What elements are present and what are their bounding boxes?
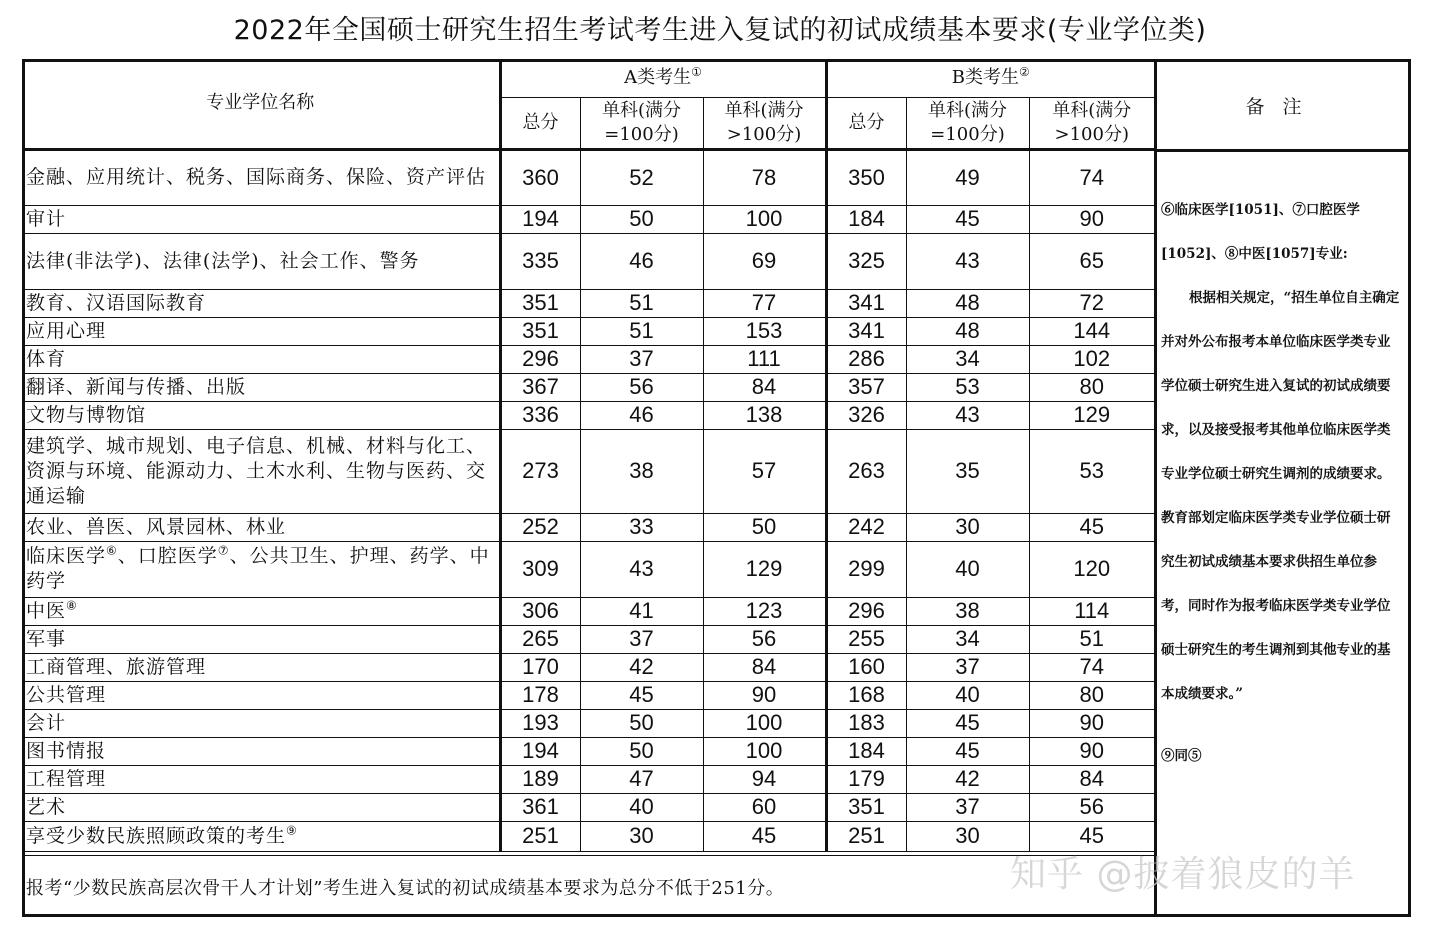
cell-b-single-100: 37 xyxy=(906,653,1029,681)
cell-a-single-100: 56 xyxy=(580,373,703,401)
cell-a-single-100: 41 xyxy=(580,597,703,625)
row-name-text: 享受少数民族照顾政策的考生 xyxy=(26,824,287,847)
cell-b-total: 326 xyxy=(826,401,906,429)
header-a-total: 总分 xyxy=(500,97,580,149)
cell-a-single-gt100: 84 xyxy=(703,653,826,681)
cell-b-total: 255 xyxy=(826,625,906,653)
table-row xyxy=(22,317,1154,345)
header-a-single-100-l2: =100分) xyxy=(604,123,679,145)
row-name-text: 法律(非法学)、法律(法学)、社会工作、警务 xyxy=(26,249,420,272)
row-name-text: 图书情报 xyxy=(26,739,107,762)
cell-b-single-gt100: 45 xyxy=(1029,821,1154,851)
row-name-text: 工程管理 xyxy=(26,767,107,790)
cell-b-total: 341 xyxy=(826,317,906,345)
cell-a-total: 193 xyxy=(500,709,580,737)
cell-a-single-100: 33 xyxy=(580,513,703,541)
page-title: 2022年全国硕士研究生招生考试考生进入复试的初试成绩基本要求(专业学位类) xyxy=(233,15,1207,46)
cell-a-single-gt100: 69 xyxy=(703,233,826,289)
cell-b-single-gt100: 80 xyxy=(1029,373,1154,401)
cell-b-total: 263 xyxy=(826,429,906,513)
cell-b-total: 184 xyxy=(826,737,906,765)
cell-a-total: 335 xyxy=(500,233,580,289)
cell-b-single-gt100: 144 xyxy=(1029,317,1154,345)
row-name xyxy=(22,513,500,541)
row-name xyxy=(22,233,500,289)
cell-b-single-100: 37 xyxy=(906,793,1029,821)
notes-body xyxy=(1157,152,1408,778)
cell-a-total: 194 xyxy=(500,205,580,233)
cell-a-total: 252 xyxy=(500,513,580,541)
cell-a-single-gt100: 56 xyxy=(703,625,826,653)
header-b-single-100-l2: =100分) xyxy=(930,123,1005,145)
table-row xyxy=(22,737,1154,765)
row-name-mark: ⑧ xyxy=(66,598,78,613)
row-name-text: 军事 xyxy=(26,627,67,650)
cell-b-single-100: 38 xyxy=(906,597,1029,625)
cell-a-single-gt100: 60 xyxy=(703,793,826,821)
row-name-text: 文物与博物馆 xyxy=(26,403,147,426)
row-name xyxy=(22,429,500,513)
table-row xyxy=(22,709,1154,737)
cell-b-total: 296 xyxy=(826,597,906,625)
cell-a-total: 178 xyxy=(500,681,580,709)
header-b-single-100 xyxy=(906,97,1029,149)
cell-a-single-gt100: 84 xyxy=(703,373,826,401)
row-name-mark: ⑦ xyxy=(217,543,230,558)
cell-a-single-gt100: 100 xyxy=(703,205,826,233)
row-name xyxy=(22,149,500,205)
cell-b-single-100: 45 xyxy=(906,709,1029,737)
cell-b-single-100: 45 xyxy=(906,205,1029,233)
cell-a-single-gt100: 77 xyxy=(703,289,826,317)
cell-b-single-gt100: 114 xyxy=(1029,597,1154,625)
cell-b-single-100: 45 xyxy=(906,737,1029,765)
header-b-total: 总分 xyxy=(826,97,906,149)
header-name: 专业学位名称 xyxy=(22,59,500,149)
row-name-text: 中医 xyxy=(26,599,67,622)
table-row xyxy=(22,373,1154,401)
cell-a-single-gt100: 94 xyxy=(703,765,826,793)
cell-b-single-100: 30 xyxy=(906,821,1029,851)
table-row xyxy=(22,289,1154,317)
row-name-text: 建筑学、城市规划、电子信息、机械、材料与化工、资源与环境、能源动力、土木水利、生物与医药、交通运输 xyxy=(26,434,487,507)
cell-b-single-gt100: 51 xyxy=(1029,625,1154,653)
cell-a-single-gt100: 100 xyxy=(703,709,826,737)
cell-a-single-100: 40 xyxy=(580,793,703,821)
header-a-single-100 xyxy=(580,97,703,149)
cell-a-single-gt100: 100 xyxy=(703,737,826,765)
row-name xyxy=(22,821,500,851)
header-a-single-100-l1: 单科(满分 xyxy=(601,99,682,121)
table-row xyxy=(22,513,1154,541)
row-name xyxy=(22,793,500,821)
cell-b-single-gt100: 65 xyxy=(1029,233,1154,289)
cell-b-single-100: 42 xyxy=(906,765,1029,793)
row-name-mark: ⑥ xyxy=(106,543,118,558)
cell-b-single-gt100: 90 xyxy=(1029,737,1154,765)
cell-a-single-100: 50 xyxy=(580,709,703,737)
cell-b-single-100: 49 xyxy=(906,149,1029,205)
cell-b-single-gt100: 74 xyxy=(1029,653,1154,681)
cell-a-total: 306 xyxy=(500,597,580,625)
table-row xyxy=(22,765,1154,793)
table-row xyxy=(22,401,1154,429)
footer-note: 报考“少数民族高层次骨干人才计划”考生进入复试的初试成绩基本要求为总分不低于251分。 xyxy=(26,878,785,899)
cell-b-single-gt100: 129 xyxy=(1029,401,1154,429)
cell-b-single-gt100: 74 xyxy=(1029,149,1154,205)
row-name xyxy=(22,401,500,429)
cell-b-total: 357 xyxy=(826,373,906,401)
header-group-b xyxy=(826,59,1154,97)
header-a-single-gt100-l1: 单科(满分 xyxy=(724,99,804,121)
cell-a-total: 351 xyxy=(500,317,580,345)
watermark: 知乎 @披着狼皮的羊 xyxy=(1010,854,1356,895)
row-name-text: 工商管理、旅游管理 xyxy=(26,655,207,678)
cell-a-total: 367 xyxy=(500,373,580,401)
cell-b-single-gt100: 72 xyxy=(1029,289,1154,317)
cell-a-single-gt100: 129 xyxy=(703,541,826,597)
notes-column xyxy=(1154,59,1411,917)
table-row xyxy=(22,653,1154,681)
cell-b-total: 242 xyxy=(826,513,906,541)
row-name-mark: ⑨ xyxy=(286,823,298,838)
header-b-single-gt100-l1: 单科(满分 xyxy=(1052,99,1132,121)
notes-header: 备注 xyxy=(1157,62,1408,152)
cell-b-single-gt100: 53 xyxy=(1029,429,1154,513)
cell-a-single-gt100: 153 xyxy=(703,317,826,345)
cell-a-single-gt100: 138 xyxy=(703,401,826,429)
cell-b-total: 160 xyxy=(826,653,906,681)
score-table-frame xyxy=(22,59,1411,917)
cell-b-single-gt100: 84 xyxy=(1029,765,1154,793)
header-group-b-label: B类考生 xyxy=(951,66,1019,88)
cell-b-single-100: 53 xyxy=(906,373,1029,401)
table-row xyxy=(22,149,1154,205)
row-name xyxy=(22,709,500,737)
table-row xyxy=(22,429,1154,513)
table-row xyxy=(22,345,1154,373)
cell-b-single-gt100: 90 xyxy=(1029,205,1154,233)
row-name xyxy=(22,625,500,653)
row-name-text: 金融、应用统计、税务、国际商务、保险、资产评估 xyxy=(26,166,487,188)
cell-a-total: 351 xyxy=(500,289,580,317)
header-b-single-gt100 xyxy=(1029,97,1154,149)
row-name-text: 会计 xyxy=(26,711,67,734)
cell-a-single-100: 38 xyxy=(580,429,703,513)
cell-a-single-100: 45 xyxy=(580,681,703,709)
header-group-b-mark: ② xyxy=(1018,64,1030,79)
row-name-text: 公共管理 xyxy=(26,683,107,706)
table-row xyxy=(22,541,1154,597)
table-row xyxy=(22,205,1154,233)
cell-b-single-gt100: 45 xyxy=(1029,513,1154,541)
row-name xyxy=(22,765,500,793)
row-name xyxy=(22,345,500,373)
cell-a-single-gt100: 57 xyxy=(703,429,826,513)
cell-b-single-100: 40 xyxy=(906,681,1029,709)
cell-b-single-100: 35 xyxy=(906,429,1029,513)
row-name-text: 应用心理 xyxy=(26,319,107,342)
cell-b-single-gt100: 56 xyxy=(1029,793,1154,821)
cell-a-single-gt100: 123 xyxy=(703,597,826,625)
row-name-text: 、口腔医学 xyxy=(117,545,218,567)
cell-a-single-100: 50 xyxy=(580,737,703,765)
header-b-single-gt100-l2: >100分) xyxy=(1054,123,1129,145)
cell-a-single-100: 46 xyxy=(580,233,703,289)
cell-a-single-100: 51 xyxy=(580,317,703,345)
cell-a-single-100: 37 xyxy=(580,625,703,653)
row-name xyxy=(22,653,500,681)
cell-b-single-100: 43 xyxy=(906,401,1029,429)
cell-a-total: 194 xyxy=(500,737,580,765)
cell-b-single-gt100: 80 xyxy=(1029,681,1154,709)
row-name xyxy=(22,681,500,709)
notes-paragraph-2: 根据相关规定，“招生单位自主确定并对外公布报考本单位临床医学类专业学位硕士研究生进入复试的初试成绩要求，以及接受报考其他单位临床医学类专业学位硕士研究生调剂的成绩要求。教育部划定临床医学类专业学位硕士研究生初试成绩基本要求供招生单位参考，同时作为报考临床医学类专业学位硕士研究生的考生调剂到其他专业的基本成绩要求。” xyxy=(1161,290,1400,702)
cell-b-total: 350 xyxy=(826,149,906,205)
cell-a-total: 251 xyxy=(500,821,580,851)
footer-row xyxy=(22,855,1154,917)
cell-a-total: 170 xyxy=(500,653,580,681)
cell-a-single-gt100: 45 xyxy=(703,821,826,851)
cell-a-single-100: 47 xyxy=(580,765,703,793)
cell-b-single-100: 34 xyxy=(906,625,1029,653)
cell-b-single-gt100: 90 xyxy=(1029,709,1154,737)
row-name-text: 翻译、新闻与传播、出版 xyxy=(26,375,247,398)
cell-a-total: 309 xyxy=(500,541,580,597)
cell-a-single-100: 42 xyxy=(580,653,703,681)
row-name-text: 、公共卫生、护理、药学、中药学 xyxy=(26,545,490,592)
cell-a-total: 273 xyxy=(500,429,580,513)
cell-a-total: 296 xyxy=(500,345,580,373)
cell-a-single-gt100: 50 xyxy=(703,513,826,541)
cell-b-single-100: 30 xyxy=(906,513,1029,541)
cell-a-single-100: 50 xyxy=(580,205,703,233)
cell-a-single-100: 52 xyxy=(580,149,703,205)
row-name-text: 体育 xyxy=(26,347,67,370)
notes-paragraph-1: ⑥临床医学[1051]、⑦口腔医学[1052]、⑧中医[1057]专业: xyxy=(1161,202,1360,262)
cell-b-total: 251 xyxy=(826,821,906,851)
row-name xyxy=(22,597,500,625)
cell-b-total: 168 xyxy=(826,681,906,709)
cell-b-single-100: 34 xyxy=(906,345,1029,373)
cell-b-total: 351 xyxy=(826,793,906,821)
header-b-single-100-l1: 单科(满分 xyxy=(927,99,1008,121)
table-row xyxy=(22,233,1154,289)
table-row xyxy=(22,597,1154,625)
table-row xyxy=(22,681,1154,709)
cell-a-total: 265 xyxy=(500,625,580,653)
cell-b-total: 341 xyxy=(826,289,906,317)
row-name xyxy=(22,373,500,401)
header-a-single-gt100 xyxy=(703,97,826,149)
cell-b-single-100: 40 xyxy=(906,541,1029,597)
row-name-text: 农业、兽医、风景园林、林业 xyxy=(26,515,287,538)
cell-b-single-100: 48 xyxy=(906,289,1029,317)
table-row xyxy=(22,625,1154,653)
score-table xyxy=(22,59,1154,852)
cell-a-total: 360 xyxy=(500,149,580,205)
cell-b-single-gt100: 120 xyxy=(1029,541,1154,597)
cell-b-total: 325 xyxy=(826,233,906,289)
cell-a-total: 189 xyxy=(500,765,580,793)
row-name-text: 审计 xyxy=(26,207,67,230)
cell-b-single-100: 43 xyxy=(906,233,1029,289)
cell-b-total: 299 xyxy=(826,541,906,597)
cell-b-total: 179 xyxy=(826,765,906,793)
notes-paragraph-3: ⑨同⑤ xyxy=(1161,748,1202,764)
cell-a-single-100: 51 xyxy=(580,289,703,317)
table-row xyxy=(22,821,1154,851)
cell-a-single-100: 37 xyxy=(580,345,703,373)
row-name xyxy=(22,737,500,765)
header-group-a-mark: ① xyxy=(691,64,702,79)
table-row xyxy=(22,793,1154,821)
cell-b-total: 183 xyxy=(826,709,906,737)
cell-a-single-gt100: 111 xyxy=(703,345,826,373)
header-group-a xyxy=(500,59,826,97)
header-a-single-gt100-l2: >100分) xyxy=(726,123,802,145)
row-name xyxy=(22,289,500,317)
cell-a-single-100: 46 xyxy=(580,401,703,429)
cell-a-single-gt100: 90 xyxy=(703,681,826,709)
cell-b-total: 184 xyxy=(826,205,906,233)
cell-b-single-gt100: 102 xyxy=(1029,345,1154,373)
row-name xyxy=(22,317,500,345)
row-name xyxy=(22,205,500,233)
cell-b-single-100: 48 xyxy=(906,317,1029,345)
cell-a-single-100: 30 xyxy=(580,821,703,851)
row-name-text: 教育、汉语国际教育 xyxy=(26,291,207,314)
header-group-a-label: A类考生 xyxy=(624,66,692,88)
row-name-text: 艺术 xyxy=(26,795,67,818)
row-name xyxy=(22,541,500,597)
row-name-text: 临床医学 xyxy=(26,545,107,567)
cell-a-single-100: 43 xyxy=(580,541,703,597)
cell-b-total: 286 xyxy=(826,345,906,373)
cell-a-total: 361 xyxy=(500,793,580,821)
cell-a-total: 336 xyxy=(500,401,580,429)
cell-a-single-gt100: 78 xyxy=(703,149,826,205)
